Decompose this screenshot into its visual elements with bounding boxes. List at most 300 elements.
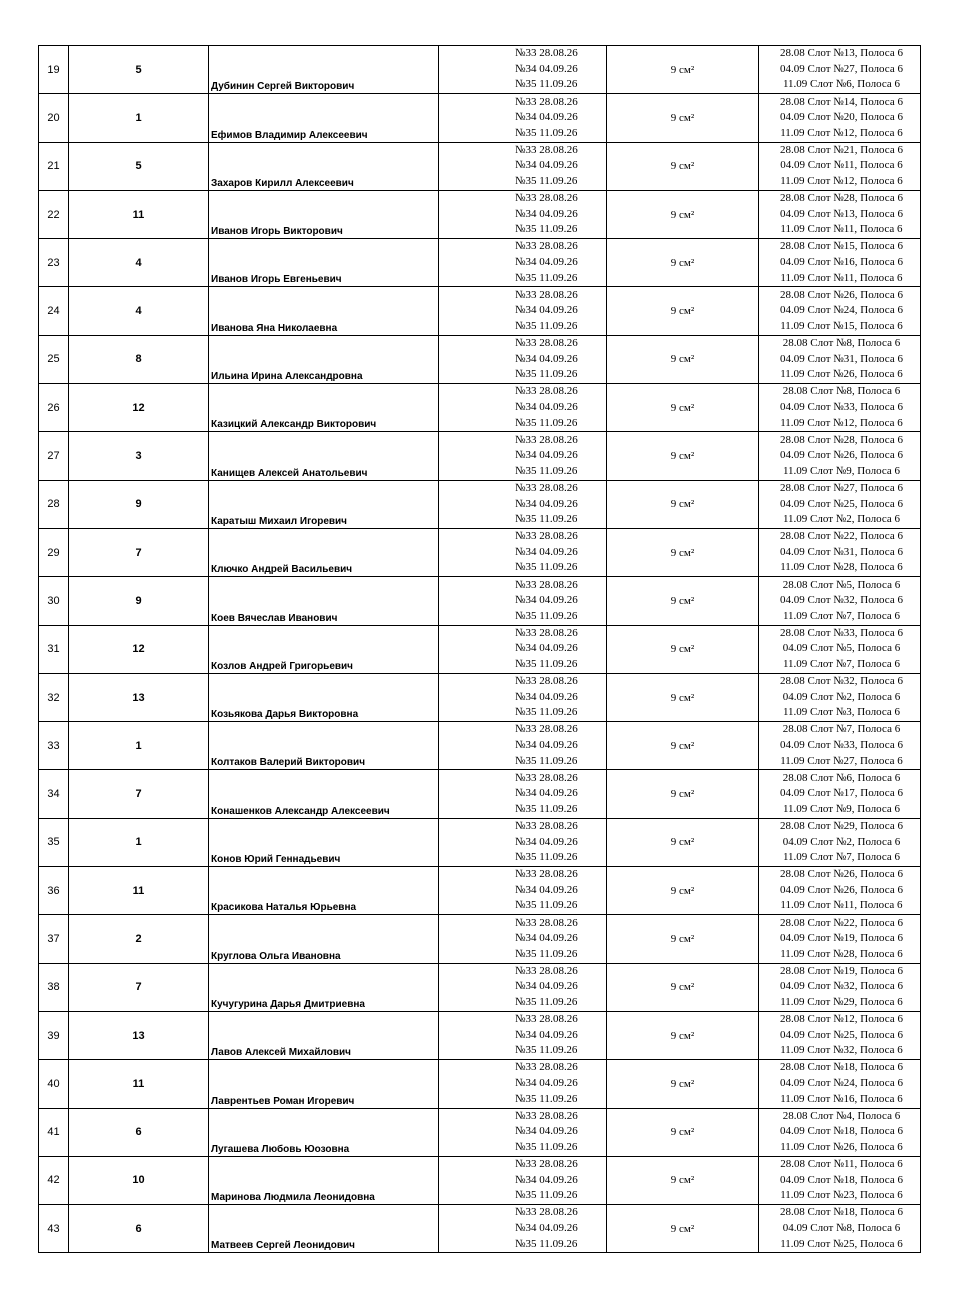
issue-list <box>439 46 607 94</box>
slot-line: 11.09 Слот №12, Полоса 6 <box>780 175 903 188</box>
group-number: 5 <box>69 46 209 94</box>
group-number: 6 <box>69 1108 209 1156</box>
table-row <box>39 673 921 721</box>
issue-line: №33 28.08.26 <box>515 95 578 108</box>
ad-size: 9 см² <box>607 432 759 480</box>
group-number: 1 <box>69 722 209 770</box>
slot-list <box>759 46 921 94</box>
issue-list <box>439 722 607 770</box>
slot-line: 11.09 Слот №29, Полоса 6 <box>780 996 903 1009</box>
group-number: 7 <box>69 963 209 1011</box>
issue-line: №34 04.09.26 <box>515 256 578 269</box>
slot-list <box>759 577 921 625</box>
issue-line: №35 11.09.26 <box>515 851 578 864</box>
slot-line: 28.08 Слот №29, Полоса 6 <box>780 820 903 832</box>
table-row <box>39 528 921 576</box>
table-row <box>39 1060 921 1108</box>
issue-line: №35 11.09.26 <box>515 175 578 188</box>
ad-size: 9 см² <box>607 818 759 866</box>
issue-line: №34 04.09.26 <box>515 787 578 800</box>
slot-list <box>759 94 921 142</box>
row-number: 40 <box>39 1060 69 1108</box>
slot-line: 11.09 Слот №27, Полоса 6 <box>780 754 903 767</box>
issue-line: №35 11.09.26 <box>515 1092 578 1105</box>
row-number: 41 <box>39 1108 69 1156</box>
ad-size: 9 см² <box>607 1108 759 1156</box>
slot-line: 28.08 Слот №8, Полоса 6 <box>782 385 901 398</box>
slot-list <box>759 963 921 1011</box>
slot-list <box>759 1011 921 1059</box>
issue-line: №35 11.09.26 <box>515 802 578 815</box>
slot-line: 28.08 Слот №26, Полоса 6 <box>780 868 903 881</box>
schedule-rows <box>39 46 921 1253</box>
slot-list <box>759 770 921 818</box>
ad-size: 9 см² <box>607 577 759 625</box>
row-number: 19 <box>39 46 69 94</box>
issue-list <box>439 1108 607 1156</box>
table-row <box>39 190 921 238</box>
slot-line: 04.09 Слот №33, Полоса 6 <box>780 400 903 413</box>
issue-line: №33 28.08.26 <box>515 675 578 688</box>
slot-line: 11.09 Слот №9, Полоса 6 <box>782 464 901 477</box>
slot-line: 11.09 Слот №11, Полоса 6 <box>780 899 903 912</box>
issue-list <box>439 577 607 625</box>
slot-line: 04.09 Слот №26, Полоса 6 <box>780 883 903 896</box>
slot-line: 11.09 Слот №28, Полоса 6 <box>780 561 903 574</box>
ad-size: 9 см² <box>607 142 759 190</box>
issue-line: №34 04.09.26 <box>515 400 578 413</box>
slot-list <box>759 190 921 238</box>
issue-list <box>439 432 607 480</box>
issue-list <box>439 239 607 287</box>
issue-list <box>439 1011 607 1059</box>
slot-list <box>759 673 921 721</box>
row-number: 21 <box>39 142 69 190</box>
row-number: 31 <box>39 625 69 673</box>
slot-line: 04.09 Слот №2, Полоса 6 <box>782 690 901 703</box>
slot-line: 04.09 Слот №18, Полоса 6 <box>780 1125 903 1138</box>
person-name: Лугашева Любовь Юозовна <box>209 1108 439 1156</box>
table-row <box>39 1205 921 1253</box>
person-name: Круглова Ольга Ивановна <box>209 915 439 963</box>
table-row <box>39 1011 921 1059</box>
ad-size: 9 см² <box>607 239 759 287</box>
row-number: 37 <box>39 915 69 963</box>
issue-line: №33 28.08.26 <box>515 143 578 156</box>
ad-size: 9 см² <box>607 190 759 238</box>
table-row <box>39 1108 921 1156</box>
issue-line: №35 11.09.26 <box>515 561 578 574</box>
issue-line: №34 04.09.26 <box>515 883 578 896</box>
issue-list <box>439 818 607 866</box>
person-name: Козьякова Дарья Викторовна <box>209 673 439 721</box>
ad-size: 9 см² <box>607 46 759 94</box>
group-number: 4 <box>69 287 209 335</box>
slot-line: 28.08 Слот №12, Полоса 6 <box>780 1013 903 1026</box>
slot-line: 28.08 Слот №18, Полоса 6 <box>780 1061 903 1074</box>
slot-line: 11.09 Слот №9, Полоса 6 <box>782 802 901 815</box>
issue-line: №33 28.08.26 <box>515 868 578 881</box>
slot-line: 11.09 Слот №11, Полоса 6 <box>780 271 903 284</box>
issue-line: №33 28.08.26 <box>515 240 578 253</box>
issue-line: №34 04.09.26 <box>515 207 578 220</box>
issue-line: №33 28.08.26 <box>515 771 578 784</box>
slot-line: 11.09 Слот №2, Полоса 6 <box>782 513 901 526</box>
ad-size: 9 см² <box>607 335 759 383</box>
issue-line: №34 04.09.26 <box>515 62 578 75</box>
issue-line: №33 28.08.26 <box>515 433 578 446</box>
issue-line: №33 28.08.26 <box>515 1013 578 1026</box>
slot-line: 04.09 Слот №24, Полоса 6 <box>780 1077 903 1090</box>
ad-size: 9 см² <box>607 963 759 1011</box>
row-number: 23 <box>39 239 69 287</box>
person-name: Лаврентьев Роман Игоревич <box>209 1060 439 1108</box>
slot-line: 11.09 Слот №7, Полоса 6 <box>782 658 901 670</box>
issue-line: №33 28.08.26 <box>515 385 578 398</box>
issue-line: №33 28.08.26 <box>515 47 578 60</box>
schedule-table <box>38 45 921 1253</box>
group-number: 11 <box>69 190 209 238</box>
person-name: Кучугурина Дарья Дмитриевна <box>209 963 439 1011</box>
issue-line: №35 11.09.26 <box>515 899 578 912</box>
slot-list <box>759 915 921 963</box>
issue-list <box>439 625 607 673</box>
row-number: 42 <box>39 1156 69 1204</box>
issue-line: №35 11.09.26 <box>515 1140 578 1153</box>
issue-line: №34 04.09.26 <box>515 111 578 124</box>
issue-line: №34 04.09.26 <box>515 352 578 365</box>
ad-size: 9 см² <box>607 480 759 528</box>
ad-size: 9 см² <box>607 1060 759 1108</box>
issue-line: №33 28.08.26 <box>515 1109 578 1122</box>
ad-size: 9 см² <box>607 625 759 673</box>
issue-line: №34 04.09.26 <box>515 835 578 848</box>
person-name: Казицкий Александр Викторович <box>209 384 439 432</box>
issue-line: №35 11.09.26 <box>515 1189 578 1202</box>
slot-line: 28.08 Слот №27, Полоса 6 <box>780 481 903 494</box>
person-name: Маринова Людмила Леонидовна <box>209 1156 439 1204</box>
table-row <box>39 46 921 94</box>
slot-list <box>759 1108 921 1156</box>
group-number: 10 <box>69 1156 209 1204</box>
issue-line: №33 28.08.26 <box>515 530 578 543</box>
issue-line: №34 04.09.26 <box>515 1125 578 1138</box>
slot-line: 04.09 Слот №32, Полоса 6 <box>780 980 903 993</box>
person-name: Конов Юрий Геннадьевич <box>209 818 439 866</box>
issue-line: №33 28.08.26 <box>515 820 578 832</box>
slot-line: 04.09 Слот №2, Полоса 6 <box>782 835 901 848</box>
issue-line: №35 11.09.26 <box>515 1044 578 1057</box>
slot-line: 04.09 Слот №27, Полоса 6 <box>780 62 903 75</box>
issue-line: №35 11.09.26 <box>515 78 578 91</box>
issue-line: №34 04.09.26 <box>515 1028 578 1041</box>
row-number: 33 <box>39 722 69 770</box>
slot-line: 04.09 Слот №31, Полоса 6 <box>780 545 903 558</box>
slot-line: 04.09 Слот №26, Полоса 6 <box>780 449 903 462</box>
slot-line: 28.08 Слот №28, Полоса 6 <box>780 192 903 205</box>
ad-size: 9 см² <box>607 94 759 142</box>
table-row <box>39 94 921 142</box>
issue-line: №35 11.09.26 <box>515 947 578 960</box>
table-row <box>39 432 921 480</box>
slot-line: 04.09 Слот №24, Полоса 6 <box>780 304 903 317</box>
slot-line: 11.09 Слот №7, Полоса 6 <box>782 609 901 622</box>
issue-list <box>439 1060 607 1108</box>
slot-line: 04.09 Слот №25, Полоса 6 <box>780 1028 903 1041</box>
issue-list <box>439 335 607 383</box>
row-number: 25 <box>39 335 69 383</box>
row-number: 20 <box>39 94 69 142</box>
table-row <box>39 963 921 1011</box>
slot-line: 04.09 Слот №33, Полоса 6 <box>780 739 903 751</box>
ad-size: 9 см² <box>607 722 759 770</box>
person-name: Матвеев Сергей Леонидович <box>209 1205 439 1253</box>
issue-line: №33 28.08.26 <box>515 578 578 591</box>
slot-list <box>759 722 921 770</box>
slot-line: 04.09 Слот №17, Полоса 6 <box>780 787 903 800</box>
slot-line: 04.09 Слот №19, Полоса 6 <box>780 932 903 945</box>
issue-line: №35 11.09.26 <box>515 513 578 526</box>
slot-line: 28.08 Слот №21, Полоса 6 <box>780 143 903 156</box>
row-number: 35 <box>39 818 69 866</box>
row-number: 39 <box>39 1011 69 1059</box>
group-number: 3 <box>69 432 209 480</box>
person-name: Захаров Кирилл Алексеевич <box>209 142 439 190</box>
issue-line: №35 11.09.26 <box>515 126 578 139</box>
slot-line: 04.09 Слот №25, Полоса 6 <box>780 497 903 510</box>
slot-line: 28.08 Слот №5, Полоса 6 <box>782 578 901 591</box>
slot-list <box>759 1060 921 1108</box>
slot-line: 11.09 Слот №12, Полоса 6 <box>780 416 903 429</box>
row-number: 38 <box>39 963 69 1011</box>
group-number: 11 <box>69 1060 209 1108</box>
issue-line: №34 04.09.26 <box>515 449 578 462</box>
slot-line: 28.08 Слот №6, Полоса 6 <box>782 771 901 784</box>
issue-line: №33 28.08.26 <box>515 481 578 494</box>
row-number: 24 <box>39 287 69 335</box>
row-number: 22 <box>39 190 69 238</box>
issue-line: №33 28.08.26 <box>515 1158 578 1171</box>
issue-list <box>439 1156 607 1204</box>
group-number: 2 <box>69 915 209 963</box>
person-name: Иванова Яна Николаевна <box>209 287 439 335</box>
slot-line: 04.09 Слот №32, Полоса 6 <box>780 594 903 607</box>
table-row <box>39 287 921 335</box>
issue-line: №33 28.08.26 <box>515 337 578 350</box>
slot-line: 28.08 Слот №11, Полоса 6 <box>780 1158 903 1171</box>
slot-line: 11.09 Слот №12, Полоса 6 <box>780 126 903 139</box>
issue-line: №34 04.09.26 <box>515 739 578 751</box>
table-row <box>39 867 921 915</box>
slot-line: 28.08 Слот №19, Полоса 6 <box>780 964 903 977</box>
issue-line: №33 28.08.26 <box>515 626 578 639</box>
issue-line: №34 04.09.26 <box>515 1077 578 1090</box>
slot-line: 11.09 Слот №26, Полоса 6 <box>780 368 903 381</box>
issue-line: №35 11.09.26 <box>515 464 578 477</box>
person-name: Ефимов Владимир Алексеевич <box>209 94 439 142</box>
slot-line: 28.08 Слот №33, Полоса 6 <box>780 626 903 639</box>
issue-line: №34 04.09.26 <box>515 1221 578 1234</box>
slot-line: 28.08 Слот №18, Полоса 6 <box>780 1206 903 1219</box>
issue-list <box>439 142 607 190</box>
ad-size: 9 см² <box>607 1205 759 1253</box>
ad-size: 9 см² <box>607 867 759 915</box>
slot-line: 28.08 Слот №28, Полоса 6 <box>780 433 903 446</box>
slot-line: 04.09 Слот №20, Полоса 6 <box>780 111 903 124</box>
issue-line: №33 28.08.26 <box>515 1061 578 1074</box>
slot-line: 04.09 Слот №11, Полоса 6 <box>780 159 903 172</box>
issue-line: №34 04.09.26 <box>515 932 578 945</box>
issue-list <box>439 480 607 528</box>
row-number: 27 <box>39 432 69 480</box>
person-name: Канищев Алексей Анатольевич <box>209 432 439 480</box>
slot-line: 11.09 Слот №7, Полоса 6 <box>782 851 901 864</box>
row-number: 29 <box>39 528 69 576</box>
slot-list <box>759 1205 921 1253</box>
issue-line: №33 28.08.26 <box>515 964 578 977</box>
row-number: 34 <box>39 770 69 818</box>
table-row <box>39 770 921 818</box>
person-name: Иванов Игорь Евгеньевич <box>209 239 439 287</box>
slot-line: 28.08 Слот №22, Полоса 6 <box>780 916 903 929</box>
slot-list <box>759 818 921 866</box>
issue-list <box>439 867 607 915</box>
table-row <box>39 722 921 770</box>
issue-line: №35 11.09.26 <box>515 1237 578 1250</box>
table-row <box>39 577 921 625</box>
slot-line: 04.09 Слот №18, Полоса 6 <box>780 1173 903 1186</box>
slot-line: 04.09 Слот №8, Полоса 6 <box>782 1221 901 1234</box>
ad-size: 9 см² <box>607 915 759 963</box>
row-number: 36 <box>39 867 69 915</box>
table-row <box>39 384 921 432</box>
issue-list <box>439 963 607 1011</box>
table-row <box>39 818 921 866</box>
slot-list <box>759 480 921 528</box>
issue-line: №34 04.09.26 <box>515 159 578 172</box>
issue-line: №35 11.09.26 <box>515 319 578 332</box>
issue-line: №33 28.08.26 <box>515 1206 578 1219</box>
group-number: 1 <box>69 94 209 142</box>
slot-line: 04.09 Слот №16, Полоса 6 <box>780 256 903 269</box>
issue-line: №35 11.09.26 <box>515 996 578 1009</box>
issue-list <box>439 384 607 432</box>
issue-line: №35 11.09.26 <box>515 271 578 284</box>
slot-line: 28.08 Слот №8, Полоса 6 <box>782 337 901 350</box>
issue-line: №35 11.09.26 <box>515 416 578 429</box>
table-row <box>39 915 921 963</box>
issue-line: №34 04.09.26 <box>515 980 578 993</box>
slot-list <box>759 287 921 335</box>
issue-line: №35 11.09.26 <box>515 223 578 236</box>
issue-line: №33 28.08.26 <box>515 916 578 929</box>
slot-line: 28.08 Слот №4, Полоса 6 <box>782 1109 901 1122</box>
issue-line: №34 04.09.26 <box>515 1173 578 1186</box>
ad-size: 9 см² <box>607 1156 759 1204</box>
person-name: Лавов Алексей Михайлович <box>209 1011 439 1059</box>
person-name: Красикова Наталья Юрьевна <box>209 867 439 915</box>
slot-line: 28.08 Слот №26, Полоса 6 <box>780 288 903 301</box>
issue-list <box>439 94 607 142</box>
slot-list <box>759 528 921 576</box>
group-number: 12 <box>69 384 209 432</box>
slot-list <box>759 384 921 432</box>
slot-line: 11.09 Слот №16, Полоса 6 <box>780 1092 903 1105</box>
slot-line: 11.09 Слот №23, Полоса 6 <box>780 1189 903 1202</box>
slot-list <box>759 239 921 287</box>
ad-size: 9 см² <box>607 384 759 432</box>
ad-size: 9 см² <box>607 1011 759 1059</box>
person-name: Конашенков Александр Алексеевич <box>209 770 439 818</box>
slot-line: 04.09 Слот №31, Полоса 6 <box>780 352 903 365</box>
issue-list <box>439 1205 607 1253</box>
table-row <box>39 335 921 383</box>
slot-line: 11.09 Слот №11, Полоса 6 <box>780 223 903 236</box>
group-number: 5 <box>69 142 209 190</box>
slot-line: 04.09 Слот №13, Полоса 6 <box>780 207 903 220</box>
row-number: 32 <box>39 673 69 721</box>
slot-line: 28.08 Слот №14, Полоса 6 <box>780 95 903 108</box>
group-number: 8 <box>69 335 209 383</box>
issue-list <box>439 528 607 576</box>
person-name: Козлов Андрей Григорьевич <box>209 625 439 673</box>
slot-list <box>759 432 921 480</box>
slot-line: 11.09 Слот №15, Полоса 6 <box>780 319 903 332</box>
row-number: 26 <box>39 384 69 432</box>
slot-line: 04.09 Слот №5, Полоса 6 <box>782 642 901 655</box>
table-row <box>39 1156 921 1204</box>
group-number: 13 <box>69 1011 209 1059</box>
slot-list <box>759 625 921 673</box>
row-number: 30 <box>39 577 69 625</box>
issue-line: №34 04.09.26 <box>515 594 578 607</box>
group-number: 1 <box>69 818 209 866</box>
issue-line: №35 11.09.26 <box>515 658 578 670</box>
person-name: Ильина Ирина Александровна <box>209 335 439 383</box>
slot-line: 28.08 Слот №22, Полоса 6 <box>780 530 903 543</box>
slot-line: 11.09 Слот №32, Полоса 6 <box>780 1044 903 1057</box>
issue-line: №34 04.09.26 <box>515 690 578 703</box>
slot-line: 28.08 Слот №13, Полоса 6 <box>780 47 903 60</box>
slot-line: 28.08 Слот №32, Полоса 6 <box>780 675 903 688</box>
table-row <box>39 480 921 528</box>
row-number: 43 <box>39 1205 69 1253</box>
group-number: 4 <box>69 239 209 287</box>
slot-list <box>759 867 921 915</box>
issue-line: №34 04.09.26 <box>515 642 578 655</box>
slot-line: 28.08 Слот №7, Полоса 6 <box>782 723 901 736</box>
person-name: Коев Вячеслав Иванович <box>209 577 439 625</box>
person-name: Иванов Игорь Викторович <box>209 190 439 238</box>
group-number: 13 <box>69 673 209 721</box>
group-number: 7 <box>69 770 209 818</box>
group-number: 11 <box>69 867 209 915</box>
ad-size: 9 см² <box>607 770 759 818</box>
issue-line: №33 28.08.26 <box>515 723 578 736</box>
table-row <box>39 239 921 287</box>
issue-list <box>439 915 607 963</box>
issue-line: №35 11.09.26 <box>515 754 578 767</box>
person-name: Каратыш Михаил Игоревич <box>209 480 439 528</box>
slot-line: 28.08 Слот №15, Полоса 6 <box>780 240 903 253</box>
table-row <box>39 142 921 190</box>
slot-line: 11.09 Слот №3, Полоса 6 <box>782 706 901 719</box>
slot-list <box>759 335 921 383</box>
issue-list <box>439 287 607 335</box>
issue-list <box>439 770 607 818</box>
issue-line: №35 11.09.26 <box>515 706 578 719</box>
slot-line: 11.09 Слот №6, Полоса 6 <box>782 78 901 91</box>
